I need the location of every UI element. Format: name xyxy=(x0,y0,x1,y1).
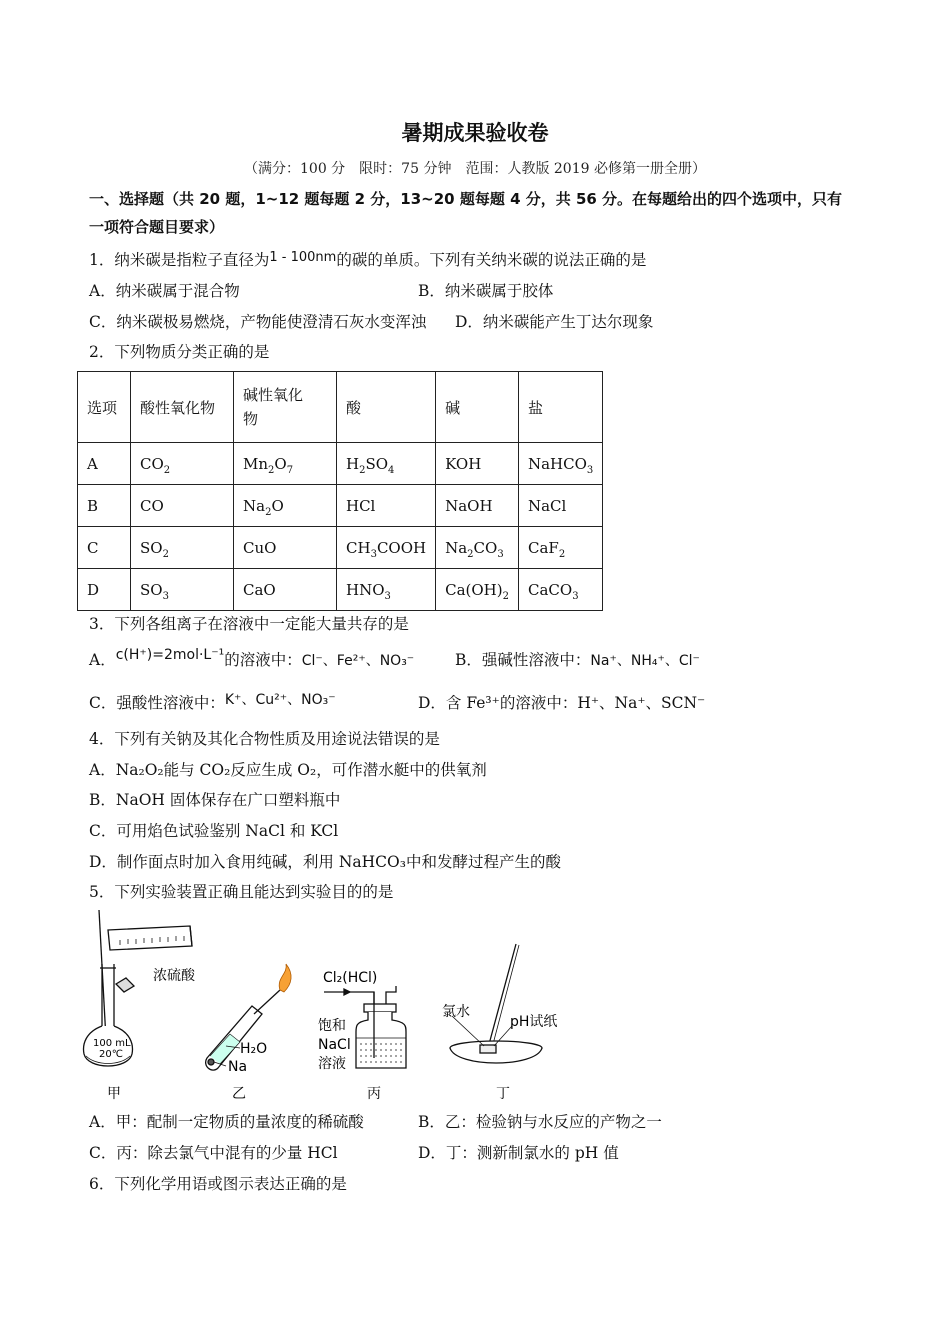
table-cell: C xyxy=(78,527,131,569)
label-yi: 乙 xyxy=(232,1086,246,1102)
q3-option-d: D．含 Fe³⁺的溶液中：H⁺、Na⁺、SCN⁻ xyxy=(418,694,706,712)
page-title: 暑期成果验收卷 xyxy=(401,121,549,145)
table-cell: $CO_2$ xyxy=(131,443,234,485)
table-cell: CaO xyxy=(234,569,337,611)
header-cell: 碱性氧化 物 xyxy=(234,372,337,443)
table-cell: CaF$_2$ xyxy=(518,527,602,569)
q1-stem: 1．纳米碳是指粒子直径为$^{1 - 100nm}$的碳的单质。下列有关纳米碳的说法正确的是 xyxy=(89,250,647,269)
table-cell: $Na_2CO_3$ xyxy=(436,527,519,569)
table-cell: HCl xyxy=(337,485,436,527)
q1-option-d: D．纳米碳能产生丁达尔现象 xyxy=(455,313,654,331)
table-cell: $Na_2O$ xyxy=(234,485,337,527)
table-row xyxy=(78,485,603,527)
classification-table xyxy=(77,371,603,611)
label-water: H₂O xyxy=(240,1041,268,1057)
table-row xyxy=(78,443,603,485)
label-flask-volume: 100 mL xyxy=(93,1038,131,1049)
table-cell: $Mn_2O_7$ xyxy=(234,443,337,485)
q4-stem: 4．下列有关钠及其化合物性质及用途说法错误的是 xyxy=(89,730,440,748)
q1-option-b: B．纳米碳属于胶体 xyxy=(418,282,554,300)
q5-option-b: B．乙：检验钠与水反应的产物之一 xyxy=(418,1113,662,1131)
table-cell: D xyxy=(78,569,131,611)
label-saturated: 饱和 xyxy=(318,1018,346,1034)
q4-option-d: D．制作面点时加入食用纯碱，利用 NaHCO₃中和发酵过程产生的酸 xyxy=(89,853,561,871)
label-ph-paper: pH试纸 xyxy=(510,1014,558,1030)
measuring-cylinder xyxy=(108,926,192,950)
bottle-stopper xyxy=(364,1004,396,1012)
header-cell: 选项 xyxy=(78,372,131,443)
table-cell: $HNO_3$ xyxy=(337,569,436,611)
table-cell: B xyxy=(78,485,131,527)
header-cell: 酸 xyxy=(337,372,436,443)
label-nacl: NaCl xyxy=(318,1037,351,1053)
label-gas: Cl₂(HCl) xyxy=(323,970,378,986)
q5-option-c: C．丙：除去氯气中混有的少量 HCl xyxy=(89,1144,338,1162)
table-cell: $Ca(OH)_2$ xyxy=(436,569,519,611)
q6-stem: 6．下列化学用语或图示表达正确的是 xyxy=(89,1175,347,1193)
table-cell: CO xyxy=(131,485,234,527)
q3-option-c: C．强酸性溶液中：K⁺、Cu²⁺、NO₃⁻ xyxy=(89,692,336,712)
splint xyxy=(254,990,280,1014)
header-cell: 酸性氧化物 xyxy=(131,372,234,443)
q4-option-c: C．可用焰色试验鉴别 NaCl 和 KCl xyxy=(89,822,339,840)
table-cell: CaCO$_3$ xyxy=(518,569,602,611)
q5-option-a: A．甲：配制一定物质的量浓度的稀硫酸 xyxy=(89,1113,364,1131)
q3-option-a: A．c(H⁺)=2mol·L⁻¹的溶液中：Cl⁻、Fe²⁺、NO₃⁻ xyxy=(89,647,415,669)
q2-stem: 2．下列物质分类正确的是 xyxy=(89,343,270,361)
table-cell: NaCl xyxy=(518,485,602,527)
subtitle: （满分：100 分 限时：75 分钟 范围：人教版 2019 必修第一册全册） xyxy=(244,161,706,177)
table-row xyxy=(78,527,603,569)
q4-option-b: B．NaOH 固体保存在广口塑料瓶中 xyxy=(89,791,341,809)
q4-option-a: A．Na₂O₂能与 CO₂反应生成 O₂，可作潜水艇中的供氧剂 xyxy=(89,761,487,779)
section-header-line2: 一项符合题目要求） xyxy=(89,218,225,236)
table-cell: $H_2SO_4$ xyxy=(337,443,436,485)
q3-option-b: B．强碱性溶液中：Na⁺、NH₄⁺、Cl⁻ xyxy=(455,651,700,669)
sodium-piece xyxy=(208,1059,214,1065)
flame-icon xyxy=(279,964,291,992)
label-flask-temp: 20℃ xyxy=(99,1049,123,1060)
gas-washing-bottle xyxy=(356,1012,406,1068)
table-cell: A xyxy=(78,443,131,485)
table-cell: KOH xyxy=(436,443,519,485)
header-cell: 碱 xyxy=(436,372,519,443)
table-cell: $CH_3COOH$ xyxy=(337,527,436,569)
table-cell: $SO_2$ xyxy=(131,527,234,569)
q5-option-d: D．丁：测新制氯水的 pH 值 xyxy=(418,1144,619,1162)
q5-stem: 5．下列实验装置正确且能达到实验目的的是 xyxy=(89,883,394,901)
table-row xyxy=(78,569,603,611)
stopper xyxy=(116,978,134,992)
q3-stem: 3．下列各组离子在溶液中一定能大量共存的是 xyxy=(89,615,409,633)
header-cell: 盐 xyxy=(518,372,602,443)
ph-paper xyxy=(480,1045,496,1053)
table-header-row xyxy=(78,372,603,443)
q1-option-a: A．纳米碳属于混合物 xyxy=(89,282,240,300)
glass-rod xyxy=(488,944,516,1048)
table-cell: NaOH xyxy=(436,485,519,527)
q1-option-c: C．纳米碳极易燃烧，产物能使澄清石灰水变浑浊 xyxy=(89,313,427,331)
table-cell: $SO_3$ xyxy=(131,569,234,611)
label-solution: 溶液 xyxy=(318,1056,346,1072)
label-sodium: Na xyxy=(228,1059,248,1075)
section-header-line1: 一、选择题（共 20 题，1~12 题每题 2 分，13~20 题每题 4 分，共 56 分。在每题给出的四个选项中，只有 xyxy=(89,190,843,208)
table-cell: CuO xyxy=(234,527,337,569)
label-ding: 丁 xyxy=(496,1086,510,1102)
label-chlorine-water: 氯水 xyxy=(442,1004,470,1020)
label-conc-acid: 浓硫酸 xyxy=(153,968,195,984)
label-jia: 甲 xyxy=(107,1086,121,1102)
apparatus-figure xyxy=(80,908,600,1108)
table-cell: NaHCO$_3$ xyxy=(518,443,602,485)
label-bing: 丙 xyxy=(367,1086,381,1102)
